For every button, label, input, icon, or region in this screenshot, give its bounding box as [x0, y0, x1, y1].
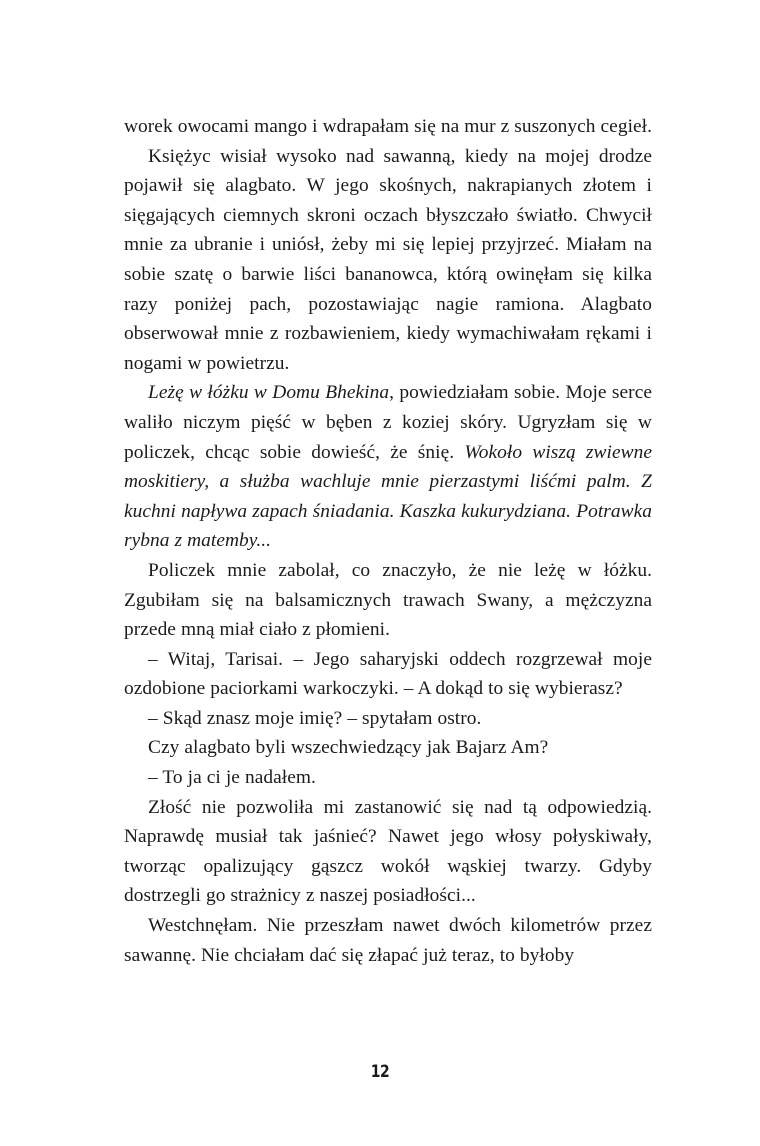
text-run: – To ja ci je nadałem. — [148, 767, 316, 789]
text-run: Westchnęłam. Nie przeszłam nawet dwóch kilometrów przez sawannę. Nie chciałam dać się złapać już teraz, to byłoby — [124, 915, 652, 966]
text-run: , powiedziałam sobie. Moje serce waliło niczym pięść w bęben z koziej skóry. Ugryzłam się w policzek, chcąc sobie dowieść, że śnię. — [124, 382, 653, 463]
text-run: Policzek mnie zabolał, co znaczyło, że nie leżę w łóżku. Zgubiłam się na balsamicznych trawach Swany, a mężczyzna przede mną miał ciało z płomieni. — [124, 559, 652, 641]
text-run: – Skąd znasz moje imię? – spytałam ostro. — [148, 707, 482, 729]
text-run: Księżyc wisiał wysoko nad sawanną, kiedy na mojej drodze pojawił się alagbato. W jego skośnych, nakrapianych złotem i sięgających ciemnych skroni oczach błyszczało światło. Chwycił mnie za ubranie i uniósł, żeby mi się lepiej przyjrzeć. Miałam na sobie szatę o barwie liści bananowca, którą owinęłam się kilka razy poniżej pach, pozostawiając nagie ramiona. Alagbato obserwował mnie z rozbawieniem, kiedy wymachiwałam rękami i nogami w powietrzu. — [124, 145, 652, 374]
text-run: – Witaj, Tarisai. – Jego saharyjski oddech rozgrzewał moje ozdobione paciorkami warkoczyki. – A dokąd to się wybierasz? — [124, 648, 652, 700]
text-run: worek owocami mango i wdrapałam się na mur z suszonych cegieł. — [124, 116, 653, 137]
paragraph — [124, 645, 652, 704]
text-run: Czy alagbato byli wszechwiedzący jak Bajarz Am? — [148, 737, 549, 759]
paragraph — [124, 763, 652, 793]
paragraph — [124, 911, 652, 970]
paragraph — [124, 378, 652, 556]
paragraph — [124, 142, 652, 379]
paragraph — [124, 112, 652, 142]
italic-text-run: Wokoło wiszą zwiewne moskitiery, a służba wachluje mnie pierzastymi liśćmi palm. Z kuchni napływa zapach śniadania. Kaszka kukurydziana. Potrawka rybna z matemby... — [124, 441, 652, 552]
page-number: 12 — [370, 1062, 390, 1082]
page-text-block — [124, 112, 652, 970]
paragraph — [124, 733, 652, 763]
paragraph — [124, 793, 652, 911]
paragraph — [124, 556, 652, 645]
italic-text-run: Leżę w łóżku w Domu Bhekina — [148, 382, 390, 404]
text-run: Złość nie pozwoliła mi zastanowić się nad tą odpowiedzią. Naprawdę musiał tak jaśnieć? Nawet jego włosy połyskiwały, tworząc opalizujący gąszcz wokół wąskiej twarzy. Gdyby dostrzegli go strażnicy z naszej posiadłości... — [124, 796, 652, 907]
paragraph — [124, 704, 652, 734]
